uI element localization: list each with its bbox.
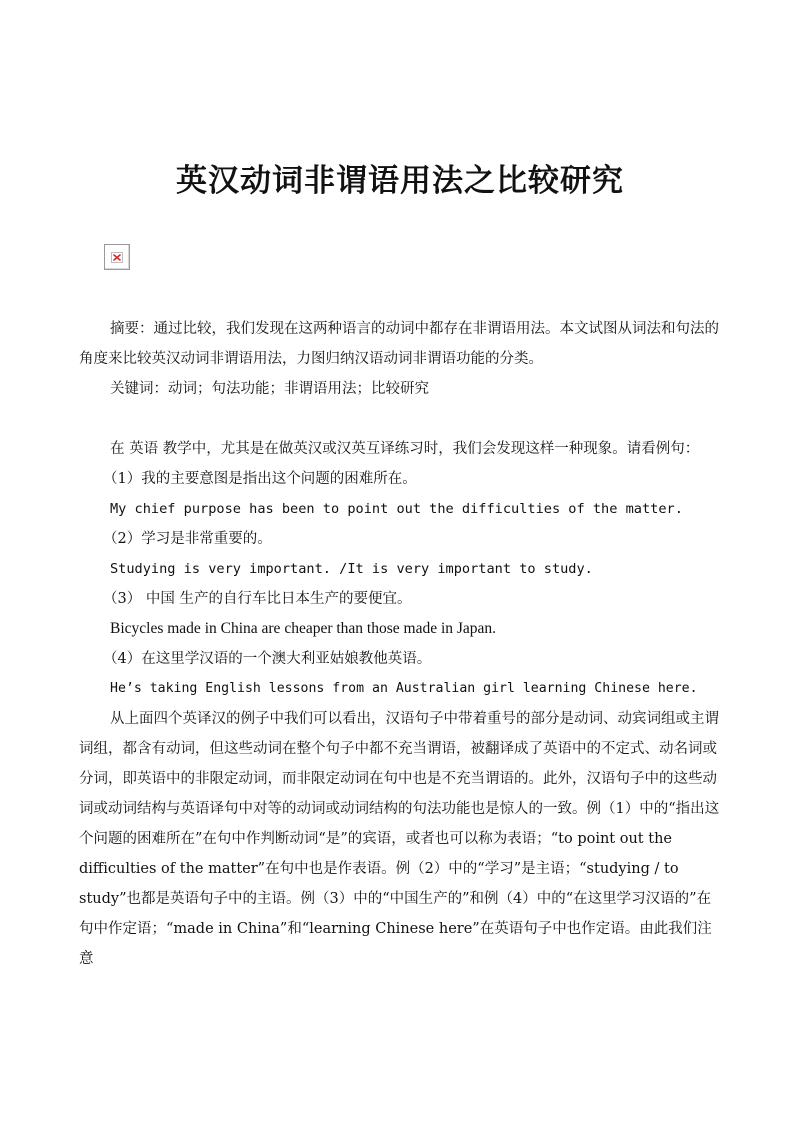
example-2-zh: （2）学习是非常重要的。 [103, 531, 272, 547]
example-1-zh: （1）我的主要意图是指出这个问题的困难所在。 [103, 471, 417, 487]
document-title: 英汉动词非谓语用法之比较研究 [176, 163, 624, 199]
example-4-en: He’s taking English lessons from an Australian girl learning Chinese here. [110, 681, 698, 696]
abstract-text: 摘要：通过比较，我们发现在这两种语言的动词中都存在非谓语用法。本文试图从词法和句法的角度来比较英汉动词非谓语用法，力图归纳汉语动词非谓语功能的分类。 [79, 321, 719, 367]
example-3-zh: （3） 中国 生产的自行车比日本生产的要便宜。 [103, 591, 412, 607]
example-2-en: Studying is very important. /It is very important to study. [110, 561, 593, 577]
main-body [79, 434, 722, 974]
abstract-block [79, 314, 722, 404]
keywords-text: 关键词：动词；句法功能；非谓语用法；比较研究 [110, 381, 429, 397]
example-1-en: My chief purpose has been to point out the difficulties of the matter. [110, 501, 683, 517]
broken-image-icon [104, 244, 130, 270]
analysis-paragraph: 从上面四个英译汉的例子中我们可以看出，汉语句子中带着重号的部分是动词、动宾词组或主谓词组，都含有动词，但这些动词在整个句子中都不充当谓语，被翻译成了英语中的不定式、动名词或分词，即英语中的非限定动词，而非限定动词在句中也是不充当谓语的。此外，汉语句子中的这些动词或动词结构与英语译句中对等的动词或动词结构的句法功能也是惊人的一致。例（1）中的“指出这个问题的困难所在”在句中作判断动词“是”的宾语，或者也可以称为表语；“to point out the difficulties of the matter”在句中也是作表语。例（2）中的“学习”是主语；“studying / to study”也都是英语句子中的主语。例（3）中的“中国生产的”和例（4）中的“在这里学习汉语的”在句中作定语；“made in China”和“learning Chinese here”在英语句子中也作定语。由此我们注意 [79, 711, 720, 967]
intro-paragraph: 在 英语 教学中，尤其是在做英汉或汉英互译练习时，我们会发现这样一种现象。请看例句： [110, 441, 700, 457]
example-3-en: Bicycles made in China are cheaper than those made in Japan. [110, 620, 497, 637]
example-4-zh: （4）在这里学汉语的一个澳大利亚姑娘教他英语。 [103, 651, 432, 667]
